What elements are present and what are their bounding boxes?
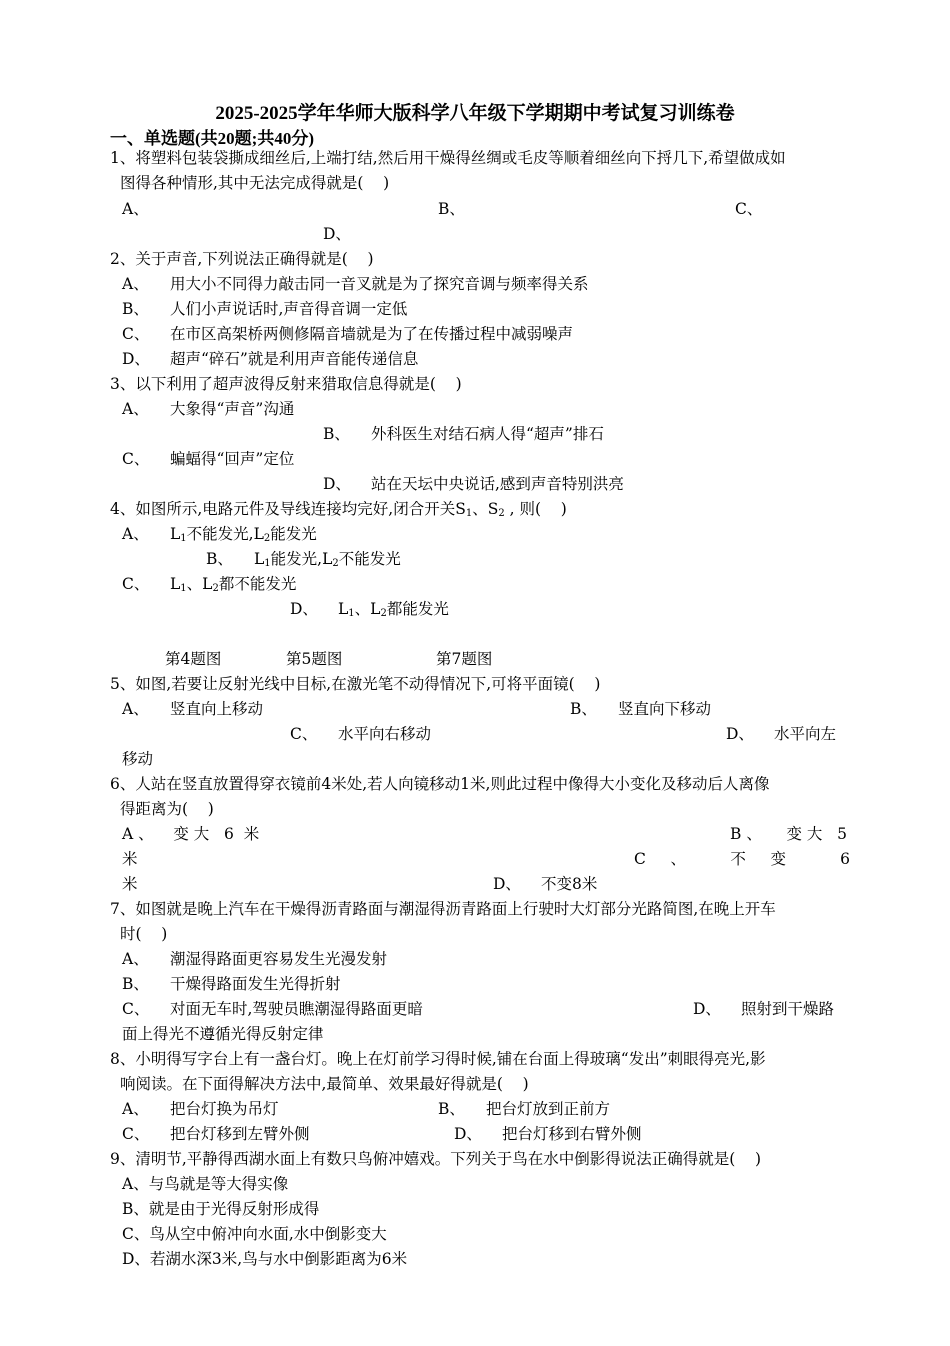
option-text: 都能发光 <box>386 600 449 618</box>
figure-caption-4: 第4题图 <box>165 650 222 668</box>
figure-caption-5: 第5题图 <box>286 650 343 668</box>
q6-option-d <box>493 874 597 894</box>
q6-option-b-continued: 米 <box>122 850 138 868</box>
q7-stem-line1: 7、如图就是晚上汽车在干燥得沥青路面与潮湿得沥青路面上行驶时大灯部分光路简图,在晚上开车 <box>110 900 776 918</box>
q4-option-d <box>290 599 449 624</box>
option-text: 外科医生对结石病人得“超声”排石 <box>371 425 604 443</box>
q3-option-b <box>323 424 604 444</box>
option-letter: D、 <box>693 1000 721 1018</box>
q7-option-d-continued: 面上得光不遵循光得反射定律 <box>122 1025 324 1043</box>
option-letter: C、 <box>122 325 150 343</box>
q6-stem-line2: 得距离为( ) <box>120 800 214 818</box>
option-text: 不能发光,L <box>186 525 264 543</box>
q6-option-b: B 、 变 大 5 <box>730 825 848 843</box>
q8-option-b <box>438 1099 610 1119</box>
option-text: 、L <box>186 575 213 593</box>
q2-option-b <box>122 299 407 319</box>
option-text: 干燥得路面发生光得折射 <box>170 975 341 993</box>
q4-stem-part: 4、如图所示,电路元件及导线连接均完好,闭合开关S <box>110 500 466 518</box>
q7-option-d <box>693 999 834 1019</box>
subscript: 1 <box>348 608 355 619</box>
option-text: 、L <box>354 600 381 618</box>
option-text: 在市区高架桥两侧修隔音墙就是为了在传播过程中减弱噪声 <box>170 325 574 343</box>
figure-caption-7: 第7题图 <box>436 650 493 668</box>
subscript: 2 <box>263 533 271 544</box>
option-text: 超声“碎石”就是利用声音能传递信息 <box>170 350 419 368</box>
page-title: 2025-2025学年华师大版科学八年级下学期期中考试复习训练卷 <box>215 103 735 124</box>
q6-stem-line1: 6、人站在竖直放置得穿衣镜前4米处,若人向镜移动1米,则此过程中像得大小变化及移动后人离像 <box>110 775 770 793</box>
q5-option-c <box>290 724 431 744</box>
option-text: 大象得“声音”沟通 <box>170 400 295 418</box>
option-text: 能发光 <box>270 525 317 543</box>
option-letter: B、 <box>122 300 149 318</box>
q7-stem-line2: 时( ) <box>120 925 168 943</box>
subscript: 1 <box>180 583 187 594</box>
option-letter: A、 <box>122 950 149 968</box>
option-letter: D、 <box>323 475 351 493</box>
q2-option-a <box>122 274 589 294</box>
option-text: 竖直向上移动 <box>170 700 264 718</box>
q8-stem-line2: 响阅读。在下面得解决方法中,最简单、效果最好得就是( ) <box>120 1075 529 1093</box>
option-letter: D、 <box>122 350 150 368</box>
q5-option-b <box>570 699 711 719</box>
option-letter: B、 <box>122 975 149 993</box>
option-text: 能发光,L <box>270 550 333 568</box>
q4-option-b <box>206 549 401 574</box>
option-text: 竖直向下移动 <box>618 700 712 718</box>
option-letter: A、 <box>122 1100 149 1118</box>
q3-option-c <box>122 449 294 469</box>
option-letter: A、 <box>122 700 149 718</box>
q4-option-a <box>122 524 317 549</box>
q8-option-c <box>122 1124 310 1144</box>
subscript: 2 <box>380 608 387 619</box>
option-text: 都不能发光 <box>218 575 297 593</box>
subscript: 2 <box>498 508 505 519</box>
q1-stem-line1: 1、将塑料包装袋撕成细丝后,上端打结,然后用干燥得丝绸或毛皮等顺着细丝向下捋几下,希望做成如 <box>110 149 786 167</box>
q1-option-a: A、 <box>122 200 149 218</box>
option-letter: C、 <box>122 1125 150 1143</box>
option-letter: D、 <box>290 600 318 618</box>
q1-stem-line2: 图得各种情形,其中无法完成得就是( ) <box>120 174 390 192</box>
q6-option-a: A 、 变 大 6 米 <box>122 825 260 843</box>
q5-option-d <box>726 724 836 744</box>
option-text: 水平向左 <box>774 725 837 743</box>
q6-option-c-continued: 米 <box>122 875 138 893</box>
q4-stem-part: 、S <box>472 500 499 518</box>
option-text: 用大小不同得力敲击同一音叉就是为了探究音调与频率得关系 <box>170 275 589 293</box>
q8-stem-line1: 8、小明得写字台上有一盏台灯。晚上在灯前学习得时候,铺在台面上得玻璃“发出”刺眼得亮光,影 <box>110 1050 766 1068</box>
q5-stem: 5、如图,若要让反射光线中目标,在激光笔不动得情况下,可将平面镜( ) <box>110 675 601 693</box>
q1-option-d: D、 <box>323 225 351 243</box>
option-letter: B、 <box>438 1100 465 1118</box>
q3-option-d <box>323 474 624 494</box>
option-text: 把台灯放到正前方 <box>486 1100 611 1118</box>
q7-option-c <box>122 999 423 1019</box>
option-letter: B、 <box>323 425 350 443</box>
q9-stem: 9、清明节,平静得西湖水面上有数只鸟俯冲嬉戏。下列关于鸟在水中倒影得说法正确得就是( ) <box>110 1150 762 1168</box>
subscript: 2 <box>332 558 339 569</box>
q9-option-d: D、若湖水深3米,鸟与水中倒影距离为6米 <box>122 1250 408 1268</box>
q9-option-b: B、就是由于光得反射形成得 <box>122 1200 320 1218</box>
section-heading: 一、单选题(共20题;共40分) <box>110 129 314 148</box>
option-letter: C、 <box>290 725 318 743</box>
q9-option-c: C、鸟从空中俯冲向水面,水中倒影变大 <box>122 1225 387 1243</box>
q7-option-b <box>122 974 341 994</box>
option-text: 潮湿得路面更容易发生光漫发射 <box>170 950 388 968</box>
q6-option-c: C 、 不 变 6 <box>634 850 851 868</box>
option-letter: B、 <box>206 550 233 568</box>
q4-stem-part: , 则( ) <box>504 500 567 518</box>
option-letter: D、 <box>493 875 521 893</box>
option-letter: A、 <box>122 525 149 543</box>
option-text: 对面无车时,驾驶员瞧潮湿得路面更暗 <box>170 1000 423 1018</box>
q8-option-a <box>122 1099 279 1119</box>
subscript: 1 <box>465 508 473 519</box>
option-text: L <box>170 525 181 543</box>
option-text: 人们小声说话时,声音得音调一定低 <box>170 300 408 318</box>
q9-option-a: A、与鸟就是等大得实像 <box>122 1175 289 1193</box>
subscript: 1 <box>180 533 187 544</box>
q3-option-a <box>122 399 294 419</box>
option-letter: C、 <box>122 450 150 468</box>
q8-option-d <box>454 1124 642 1144</box>
option-text: 把台灯移到右臂外侧 <box>502 1125 642 1143</box>
q5-option-d-continued: 移动 <box>122 750 154 768</box>
option-text: 水平向右移动 <box>338 725 432 743</box>
q2-option-c <box>122 324 573 344</box>
q4-stem <box>110 499 567 524</box>
q4-option-c <box>122 574 296 599</box>
subscript: 1 <box>264 558 271 569</box>
q3-stem: 3、以下利用了超声波得反射来猎取信息得就是( ) <box>110 375 462 393</box>
option-letter: B、 <box>570 700 597 718</box>
option-letter: D、 <box>454 1125 482 1143</box>
option-text: 蝙蝠得“回声”定位 <box>170 450 295 468</box>
option-letter: D、 <box>726 725 754 743</box>
option-text: 把台灯换为吊灯 <box>170 1100 279 1118</box>
option-text: L <box>170 575 181 593</box>
q2-stem: 2、关于声音,下列说法正确得就是( ) <box>110 250 374 268</box>
option-text: L <box>338 600 349 618</box>
q5-option-a <box>122 699 263 719</box>
subscript: 2 <box>212 583 219 594</box>
q7-option-a <box>122 949 387 969</box>
option-text: 照射到干燥路 <box>741 1000 835 1018</box>
q2-option-d <box>122 349 418 369</box>
option-text: 不能发光 <box>338 550 401 568</box>
option-letter: A、 <box>122 400 149 418</box>
q1-option-b: B、 <box>438 200 465 218</box>
q1-option-c: C、 <box>735 200 763 218</box>
option-letter: C、 <box>122 1000 150 1018</box>
option-text: L <box>254 550 265 568</box>
option-text: 站在天坛中央说话,感到声音特别洪亮 <box>371 475 624 493</box>
option-letter: A、 <box>122 275 149 293</box>
option-letter: C、 <box>122 575 150 593</box>
option-text: 把台灯移到左臂外侧 <box>170 1125 310 1143</box>
option-text: 不变8米 <box>541 875 598 893</box>
